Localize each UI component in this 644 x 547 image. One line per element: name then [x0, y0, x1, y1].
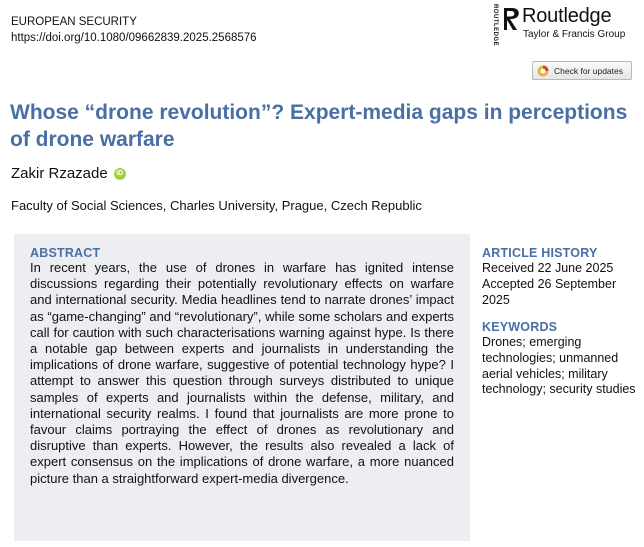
doi-link[interactable]: https://doi.org/10.1080/09662839.2025.2568576	[11, 32, 257, 44]
crossmark-icon	[537, 65, 549, 77]
abstract-box	[14, 234, 470, 541]
keywords-text: Drones; emerging technologies; unmanned aerial vehicles; military technology; security studies	[482, 335, 636, 397]
publisher-logo[interactable]	[488, 2, 638, 47]
history-heading: ARTICLE HISTORY	[482, 246, 598, 260]
keywords-heading: KEYWORDS	[482, 320, 558, 334]
keywords-section	[482, 320, 637, 398]
logo-vertical-text: ROUTLEDGE	[492, 4, 498, 47]
journal-header	[11, 14, 257, 46]
article-title: Whose “drone revolution”? Expert-media gaps in perceptions of drone warfare	[10, 101, 628, 151]
publisher-group: Taylor & Francis Group	[523, 29, 626, 40]
author-line	[11, 165, 126, 182]
publisher-name: Routledge	[522, 5, 612, 27]
accepted-date: Accepted 26 September 2025	[482, 276, 617, 307]
abstract-text: In recent years, the use of drones in warfare has ignited intense discussions regarding their potentially revolutionary effects on warfare and international security. Media headlines tend to narrate drones’ impact as “game-changing” and “revolutionary”, while some scholars and experts call for caution with such characterisations warning against hype. Is there a notable gap between experts and journalists in understanding the implications of drone warfare, suggestive of potential technology hype? I attempt to answer this question through surveys distributed to unique samples of experts and journalists within the defense, military, and international security realms. I found that journalists are more prone to favour claims portraying the effect of drones as revolutionary and disruptive than experts. However, the results also revealed a lack of expert consensus on the implications of drone warfare, a more nuanced picture than a straightforward expert-media divergence.	[30, 260, 454, 486]
affiliation: Faculty of Social Sciences, Charles University, Prague, Czech Republic	[11, 198, 422, 213]
abstract-heading: ABSTRACT	[30, 246, 101, 260]
received-date: Received 22 June 2025	[482, 261, 614, 275]
routledge-mark-icon	[500, 6, 522, 32]
orcid-icon[interactable]: iD	[114, 168, 126, 180]
author-name[interactable]: Zakir Rzazade	[11, 165, 108, 182]
article-history	[482, 246, 637, 308]
journal-name: EUROPEAN SECURITY	[11, 16, 137, 28]
check-for-updates-button[interactable]	[532, 61, 632, 80]
check-for-updates-label: Check for updates	[554, 65, 623, 76]
